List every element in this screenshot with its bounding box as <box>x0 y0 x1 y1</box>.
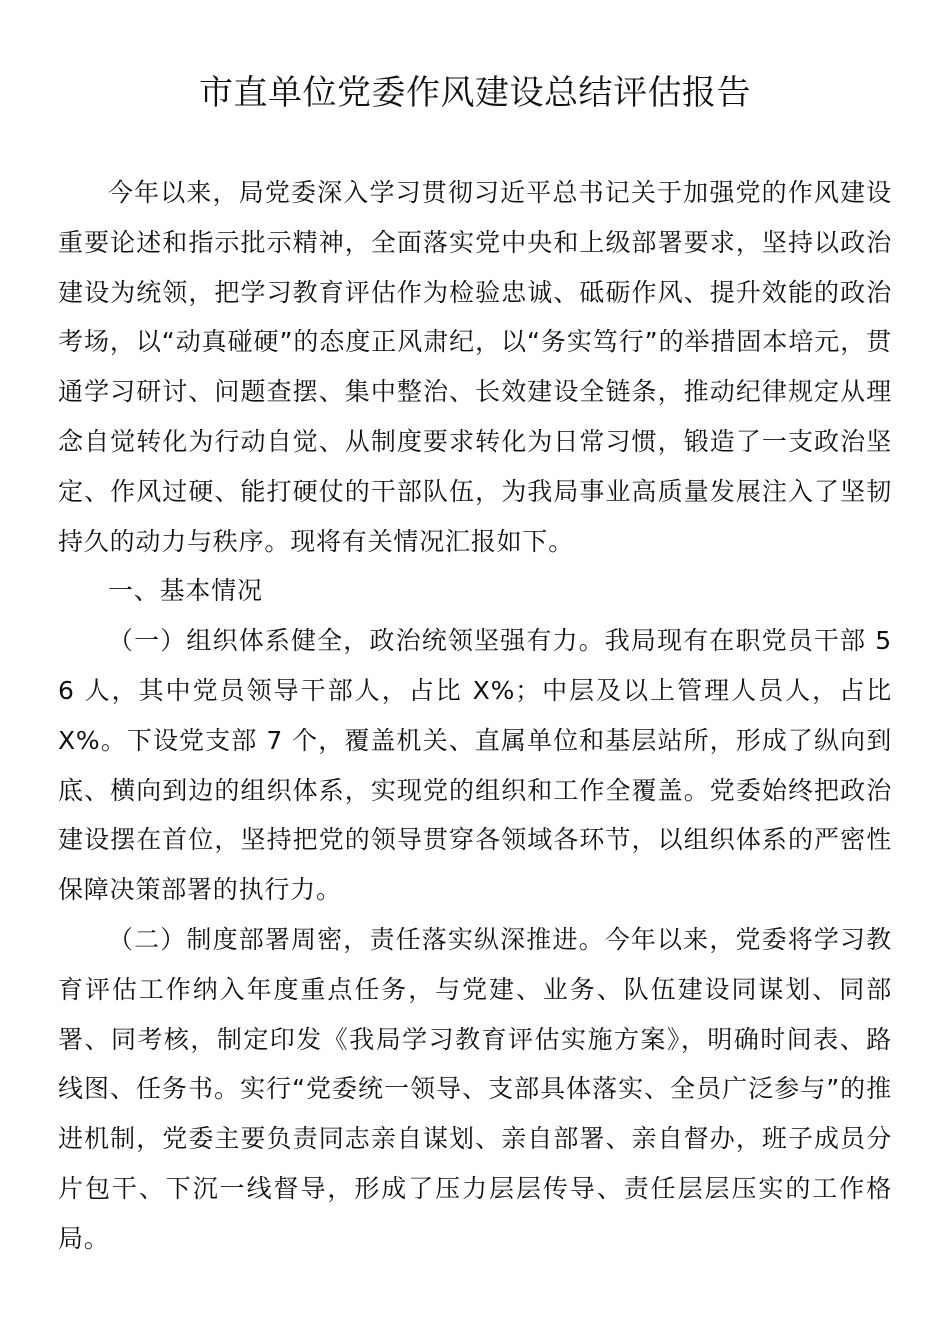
section-heading-basic-situation: 一、基本情况 <box>108 576 263 606</box>
document-title: 市直单位党委作风建设总结评估报告 <box>199 73 751 113</box>
document-body <box>58 168 892 1264</box>
paragraph-institutional-deployment: （二）制度部署周密，责任落实纵深推进。今年以来，党委将学习教育评估工作纳入年度重点任务，与党建、业务、队伍建设同谋划、同部署、同考核，制定印发《我局学习教育评估实施方案》，明确时间表、路线图、任务书。实行“党委统一领导、支部具体落实、全员广泛参与”的推进机制，党委主要负责同志亲自谋划、亲自部署、亲自督办，班子成员分片包干、下沉一线督导，形成了压力层层传导、责任层层压实的工作格局。 <box>58 924 892 1253</box>
paragraph-organization-system: （一）组织体系健全，政治统领坚强有力。我局现有在职党员干部 56 人，其中党员领导干部人，占比 X%；中层及以上管理人员人，占比 X%。下设党支部 7 个，覆盖机关、直属单位和基层站所，形成了纵向到底、横向到边的组织体系，实现党的组织和工作全覆盖。党委始终把政治建设摆在首位，坚持把党的领导贯穿各领域各环节，以组织体系的严密性保障决策部署的执行力。 <box>58 626 892 905</box>
intro-paragraph: 今年以来，局党委深入学习贯彻习近平总书记关于加强党的作风建设重要论述和指示批示精神，全面落实党中央和上级部署要求，坚持以政治建设为统领，把学习教育评估作为检验忠诚、砥砺作风、提升效能的政治考场，以“动真碰硬”的态度正风肃纪，以“务实笃行”的举措固本培元，贯通学习研讨、问题查摆、集中整治、长效建设全链条，推动纪律规定从理念自觉转化为行动自觉、从制度要求转化为日常习惯，锻造了一支政治坚定、作风过硬、能打硬仗的干部队伍，为我局事业高质量发展注入了坚韧持久的动力与秩序。现将有关情况汇报如下。 <box>58 178 892 556</box>
